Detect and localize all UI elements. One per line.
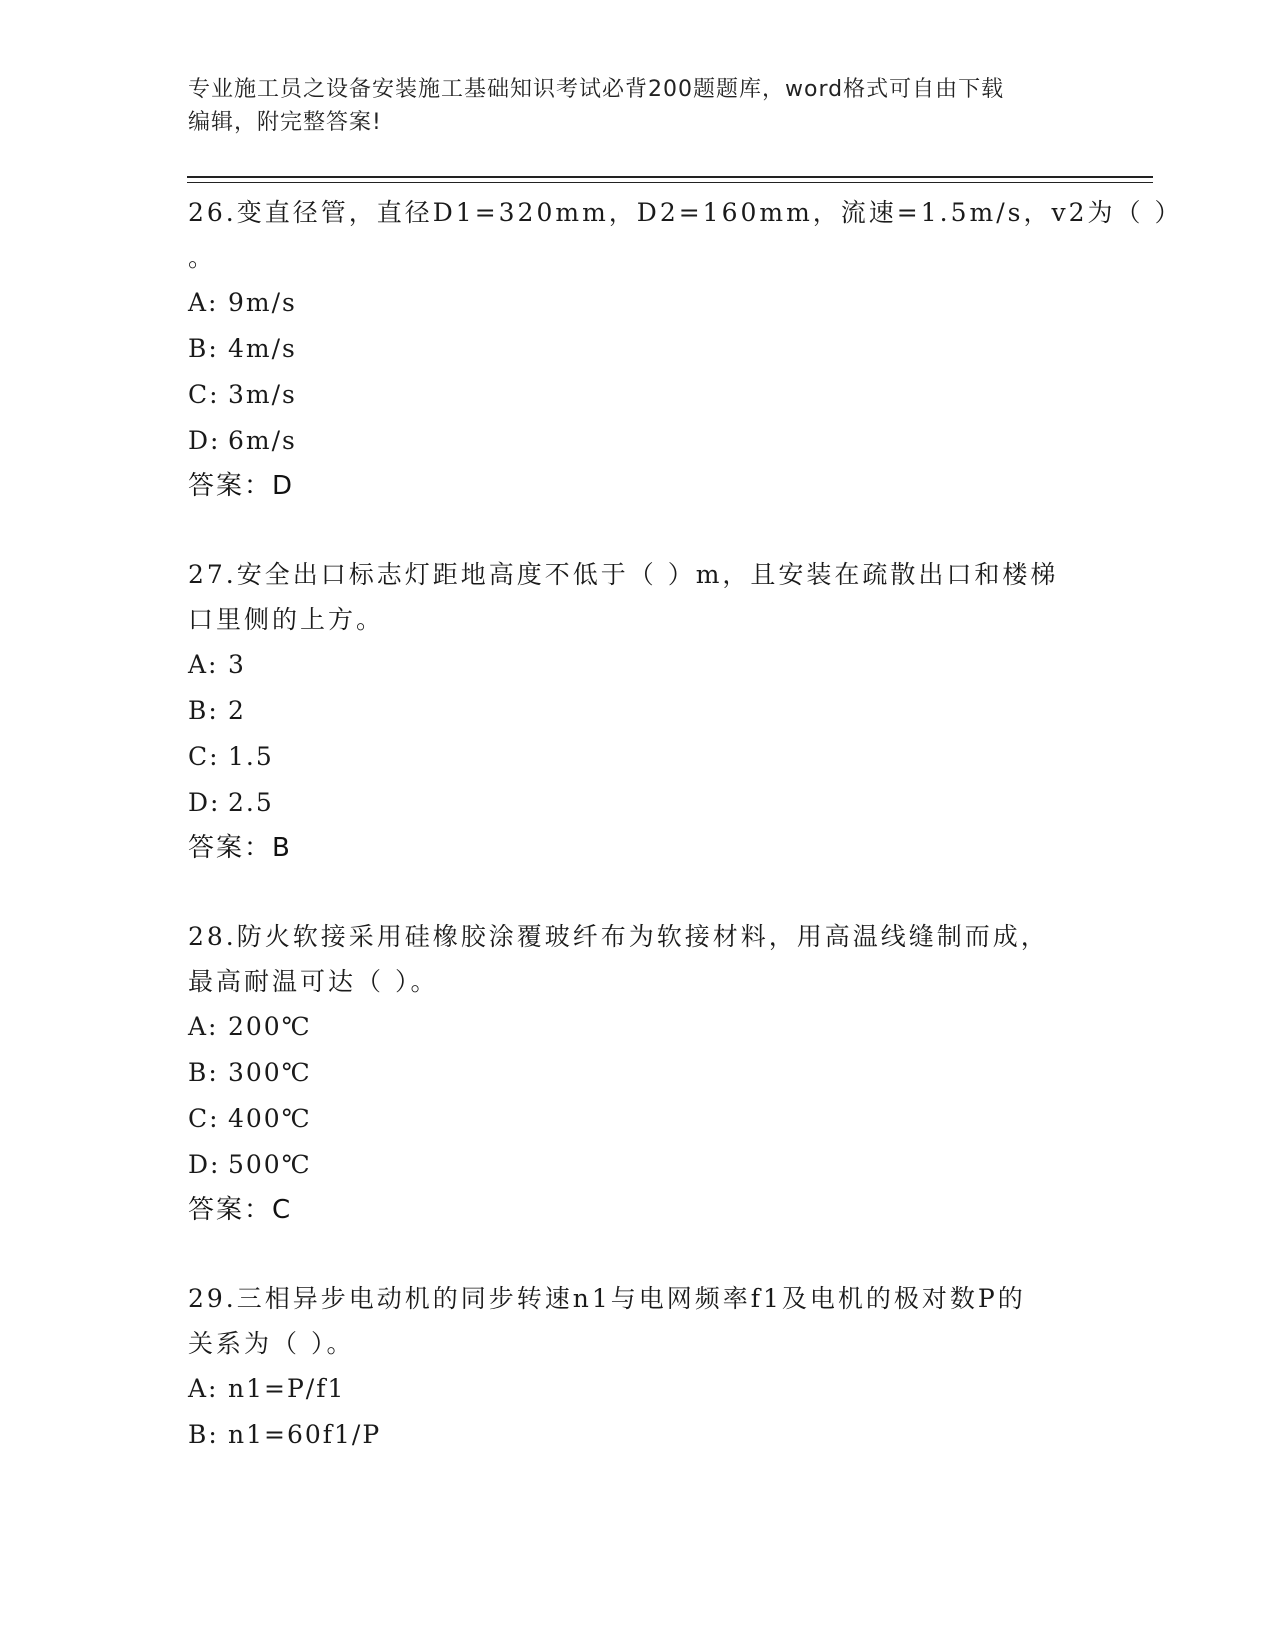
option-key: D: <box>188 788 221 817</box>
option-d <box>188 418 1088 464</box>
option-a <box>188 1004 1088 1050</box>
option-b <box>188 688 1088 734</box>
option-a <box>188 642 1088 688</box>
option-key: D: <box>188 1150 221 1179</box>
option-key: B: <box>188 1420 219 1449</box>
stem-line: 26.变直径管，直径D1=320mm，D2=160mm，流速=1.5m/s，v2为（ ） <box>188 198 1183 227</box>
option-d <box>188 1142 1088 1188</box>
question-26 <box>188 190 1183 508</box>
answer-line: 答案：D <box>188 471 295 501</box>
option-key: A: <box>188 288 219 317</box>
stem-line: 29.三相异步电动机的同步转速n1与电网频率f1及电机的极对数P的 <box>188 1284 1026 1313</box>
option-text: 3 <box>228 650 246 679</box>
option-text: 2 <box>228 696 246 725</box>
option-key: C: <box>188 742 220 771</box>
question-list <box>188 190 1183 1458</box>
option-key: B: <box>188 334 219 363</box>
question-stem <box>188 914 1088 1004</box>
option-d <box>188 780 1088 826</box>
option-key: D: <box>188 426 221 455</box>
question-29 <box>188 1276 1088 1458</box>
option-key: A: <box>188 1012 219 1041</box>
option-key: A: <box>188 1374 219 1403</box>
option-b <box>188 326 1088 372</box>
stem-line: 口里侧的上方。 <box>188 605 385 634</box>
option-key: B: <box>188 1058 219 1087</box>
question-stem <box>188 552 1088 642</box>
header-line-2: 编辑，附完整答案! <box>188 110 382 135</box>
answer-line: 答案：B <box>188 833 292 863</box>
option-b <box>188 1050 1088 1096</box>
option-c <box>188 734 1088 780</box>
option-text: 3m/s <box>228 380 297 409</box>
option-text: 300℃ <box>228 1058 312 1087</box>
option-text: 1.5 <box>228 742 274 771</box>
question-27 <box>188 552 1088 870</box>
option-c <box>188 372 1088 418</box>
option-text: 2.5 <box>228 788 274 817</box>
option-text: 4m/s <box>228 334 297 363</box>
option-a <box>188 280 1088 326</box>
stem-line: 。 <box>188 243 217 272</box>
answer-line: 答案：C <box>188 1195 293 1225</box>
option-text: n1=P/f1 <box>228 1374 346 1403</box>
option-key: B: <box>188 696 219 725</box>
header-divider-thin <box>187 182 1153 183</box>
option-text: 200℃ <box>228 1012 312 1041</box>
stem-line: 27.安全出口标志灯距地高度不低于（ ）m，且安装在疏散出口和楼梯 <box>188 560 1059 589</box>
stem-line: 28.防火软接采用硅橡胶涂覆玻纤布为软接材料，用高温线缝制而成， <box>188 922 1049 951</box>
option-text: n1=60f1/P <box>228 1420 382 1449</box>
document-header <box>188 73 1088 139</box>
question-28 <box>188 914 1088 1232</box>
option-b <box>188 1412 1088 1458</box>
option-a <box>188 1366 1088 1412</box>
option-text: 6m/s <box>228 426 297 455</box>
question-stem <box>188 190 1183 280</box>
option-key: C: <box>188 380 220 409</box>
option-key: C: <box>188 1104 220 1133</box>
stem-line: 关系为（ ）。 <box>188 1329 355 1358</box>
option-text: 9m/s <box>228 288 297 317</box>
option-text: 400℃ <box>228 1104 312 1133</box>
question-stem <box>188 1276 1088 1366</box>
stem-line: 最高耐温可达（ ）。 <box>188 967 439 996</box>
header-divider-thick <box>187 176 1153 178</box>
header-line-1: 专业施工员之设备安装施工基础知识考试必背200题题库，word格式可自由下载 <box>188 77 1005 102</box>
option-c <box>188 1096 1088 1142</box>
option-text: 500℃ <box>228 1150 312 1179</box>
option-key: A: <box>188 650 219 679</box>
